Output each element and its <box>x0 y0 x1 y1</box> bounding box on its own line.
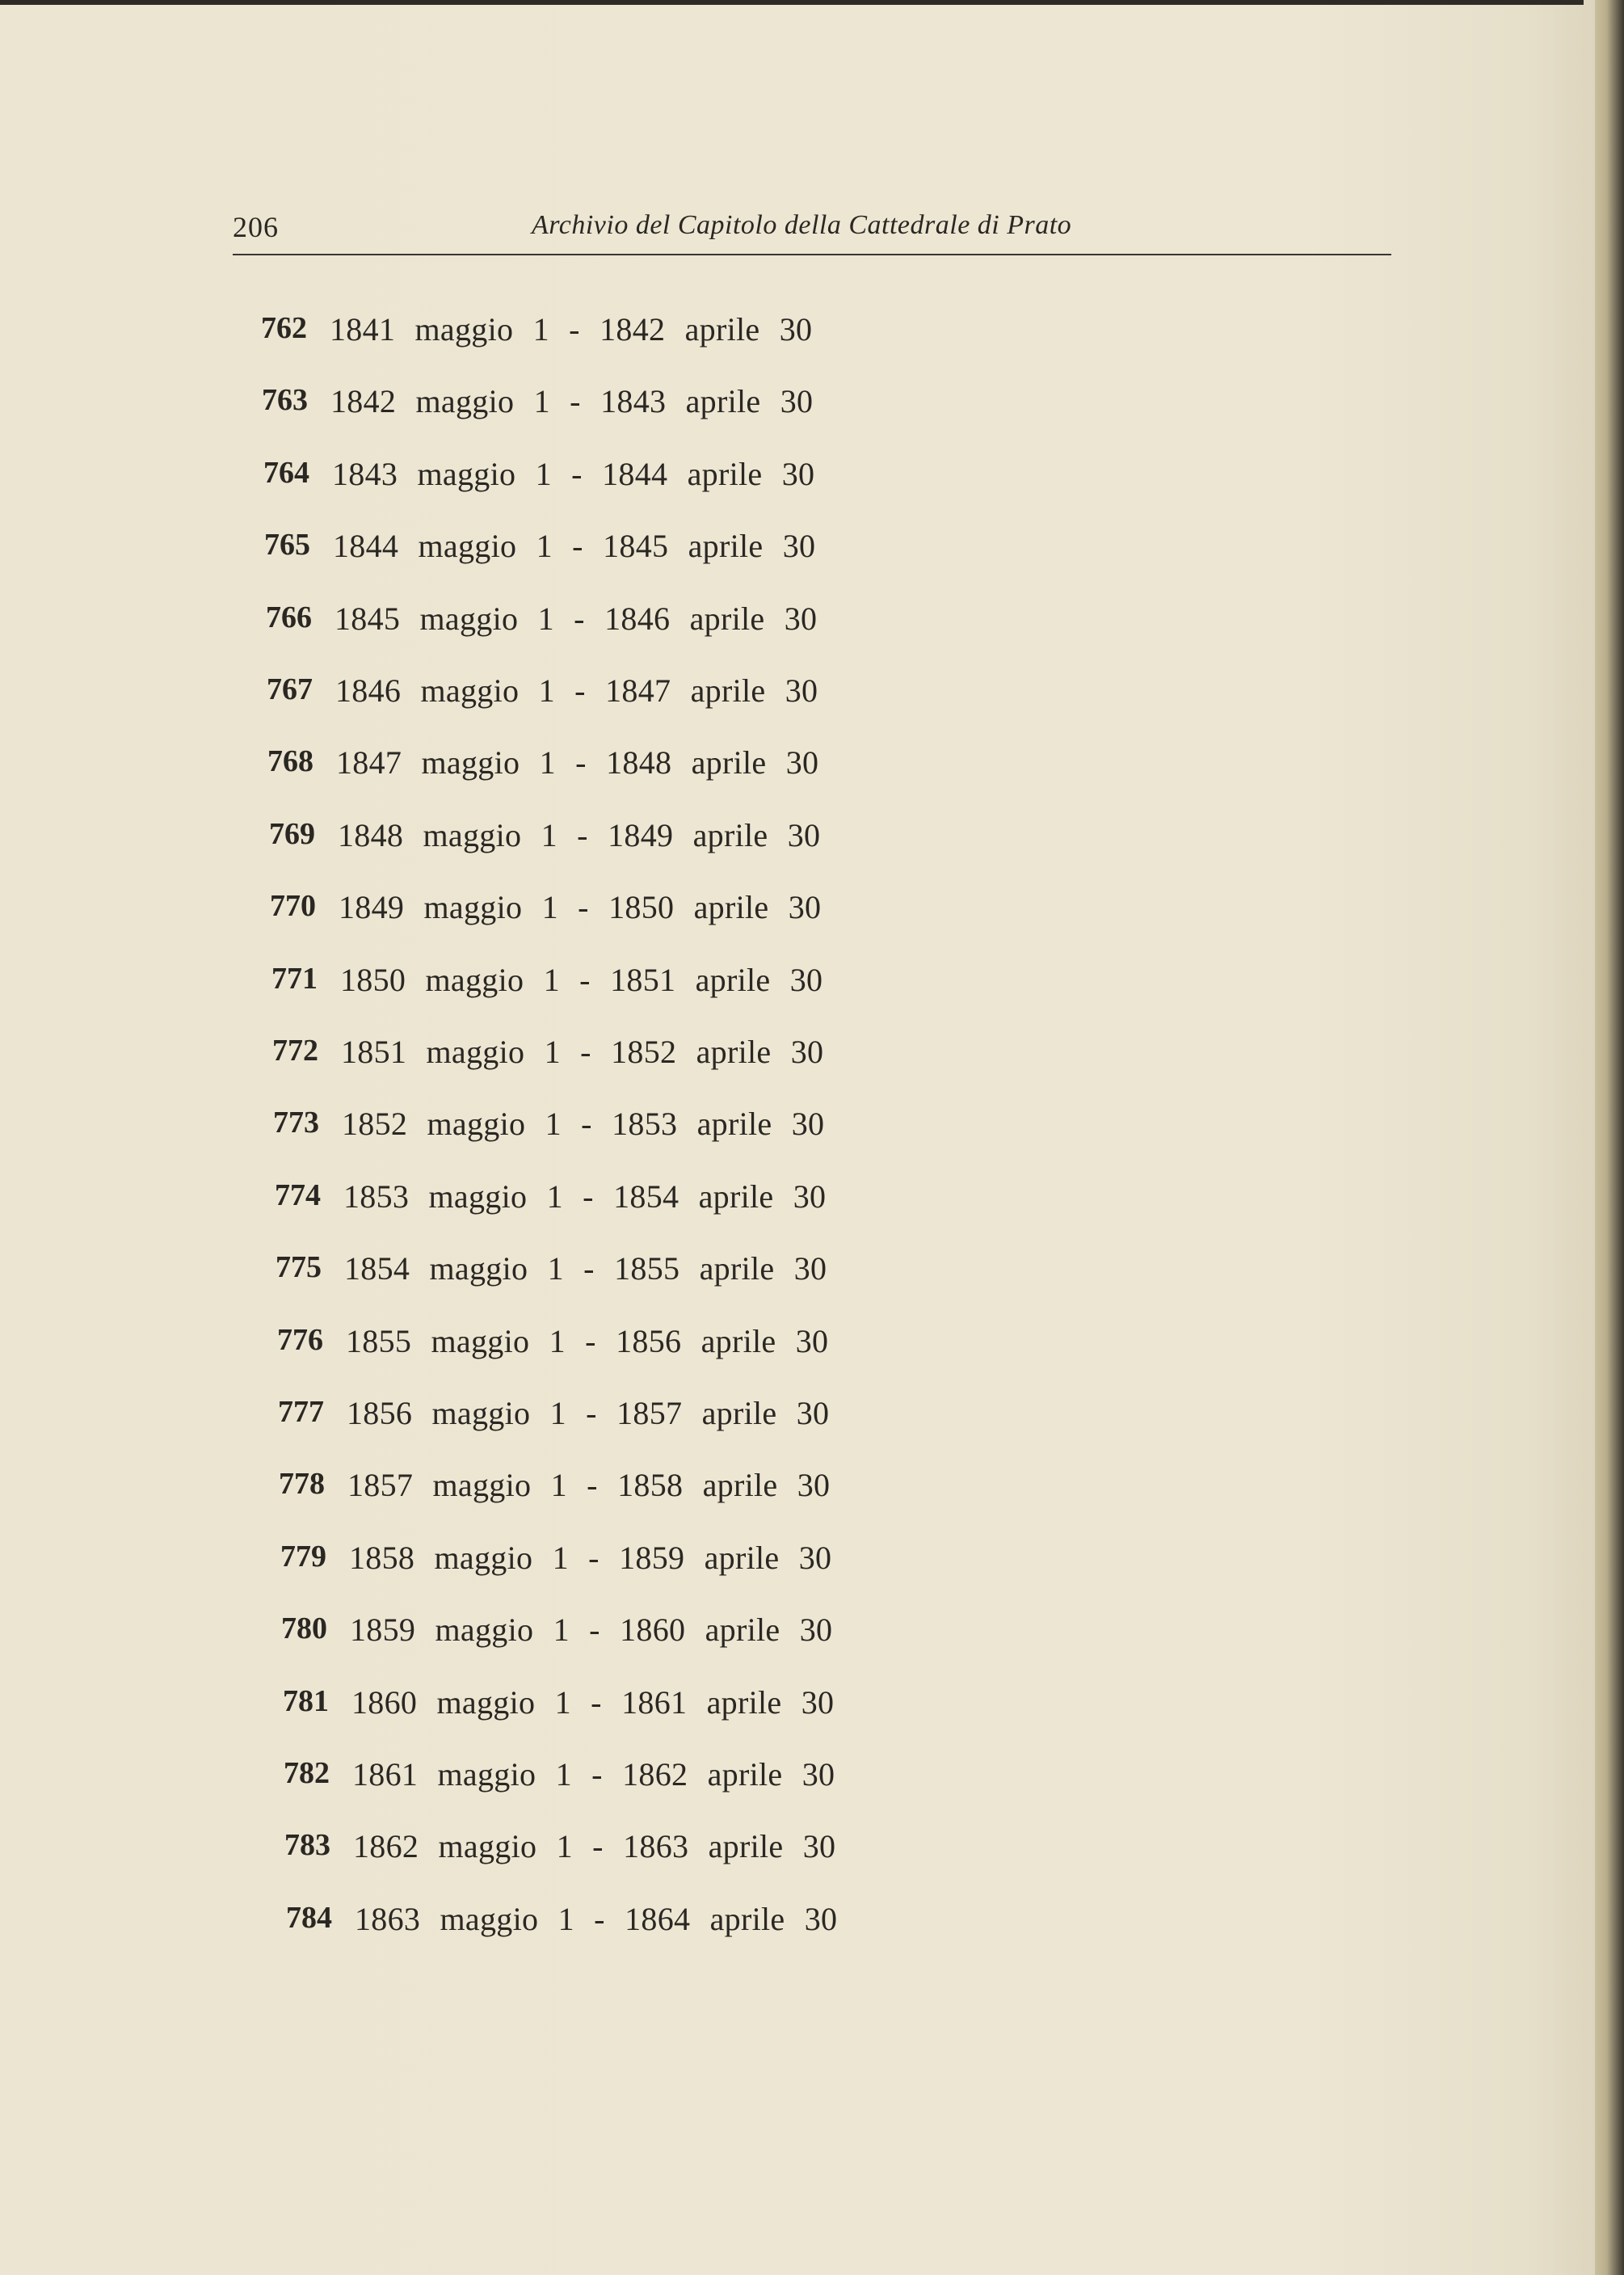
entry-date-range: 1849 maggio 1 - 1850 aprile 30 <box>339 889 822 925</box>
entry-date-range: 1846 maggio 1 - 1847 aprile 30 <box>335 672 818 709</box>
entry-number: 766 <box>266 600 312 634</box>
entry-number: 778 <box>279 1467 325 1501</box>
entry-number: 762 <box>261 311 307 345</box>
page-top-edge <box>0 0 1584 5</box>
entry-date-range: 1851 maggio 1 - 1852 aprile 30 <box>341 1034 824 1070</box>
entry-date-range: 1847 maggio 1 - 1848 aprile 30 <box>336 744 819 781</box>
entry-number: 774 <box>275 1178 321 1212</box>
entry-number: 779 <box>280 1540 326 1574</box>
entry-date-range: 1843 maggio 1 - 1844 aprile 30 <box>332 456 815 492</box>
entry-number: 763 <box>262 383 308 417</box>
entry-date-range: 1842 maggio 1 - 1843 aprile 30 <box>330 383 814 419</box>
running-header <box>233 207 1391 255</box>
entry-number: 776 <box>277 1323 323 1357</box>
entry-date-range: 1858 maggio 1 - 1859 aprile 30 <box>349 1540 832 1576</box>
entry-number: 777 <box>278 1395 324 1429</box>
entry-number: 767 <box>267 672 313 706</box>
entry-number: 769 <box>269 817 315 851</box>
entry-number: 775 <box>276 1250 322 1284</box>
entry-date-range: 1859 maggio 1 - 1860 aprile 30 <box>350 1611 833 1648</box>
entry-number: 771 <box>271 962 318 996</box>
entry-number: 784 <box>286 1901 332 1935</box>
entry-number: 772 <box>272 1034 318 1068</box>
entry-date-range: 1862 maggio 1 - 1863 aprile 30 <box>353 1828 836 1864</box>
entry-number: 765 <box>264 528 310 562</box>
entry-date-range: 1853 maggio 1 - 1854 aprile 30 <box>343 1178 827 1215</box>
entry-number: 773 <box>273 1106 319 1140</box>
entry-date-range: 1856 maggio 1 - 1857 aprile 30 <box>347 1395 830 1431</box>
entry-number: 770 <box>270 889 316 923</box>
entry-date-range: 1845 maggio 1 - 1846 aprile 30 <box>334 600 818 637</box>
entry-date-range: 1863 maggio 1 - 1864 aprile 30 <box>355 1901 838 1937</box>
entry-number: 783 <box>284 1828 330 1862</box>
entry-date-range: 1855 maggio 1 - 1856 aprile 30 <box>346 1323 829 1359</box>
entry-number: 780 <box>281 1611 327 1645</box>
entry-date-range: 1848 maggio 1 - 1849 aprile 30 <box>338 817 821 853</box>
entry-date-range: 1861 maggio 1 - 1862 aprile 30 <box>352 1756 835 1793</box>
entry-number: 781 <box>283 1684 329 1718</box>
entry-date-range: 1854 maggio 1 - 1855 aprile 30 <box>344 1250 827 1287</box>
entry-number: 782 <box>284 1756 330 1790</box>
entry-date-range: 1860 maggio 1 - 1861 aprile 30 <box>351 1684 835 1721</box>
entry-date-range: 1857 maggio 1 - 1858 aprile 30 <box>347 1467 831 1503</box>
entry-date-range: 1850 maggio 1 - 1851 aprile 30 <box>340 962 823 998</box>
entry-number: 768 <box>267 744 313 778</box>
page-number: 206 <box>233 211 279 243</box>
entry-date-range: 1841 maggio 1 - 1842 aprile 30 <box>330 311 813 348</box>
entry-date-range: 1844 maggio 1 - 1845 aprile 30 <box>333 528 816 564</box>
page-binding-edge <box>1595 0 1624 2275</box>
entry-date-range: 1852 maggio 1 - 1853 aprile 30 <box>342 1106 825 1142</box>
entry-number: 764 <box>263 456 309 490</box>
running-title: Archivio del Capitolo della Cattedrale di Prato <box>532 210 1072 240</box>
